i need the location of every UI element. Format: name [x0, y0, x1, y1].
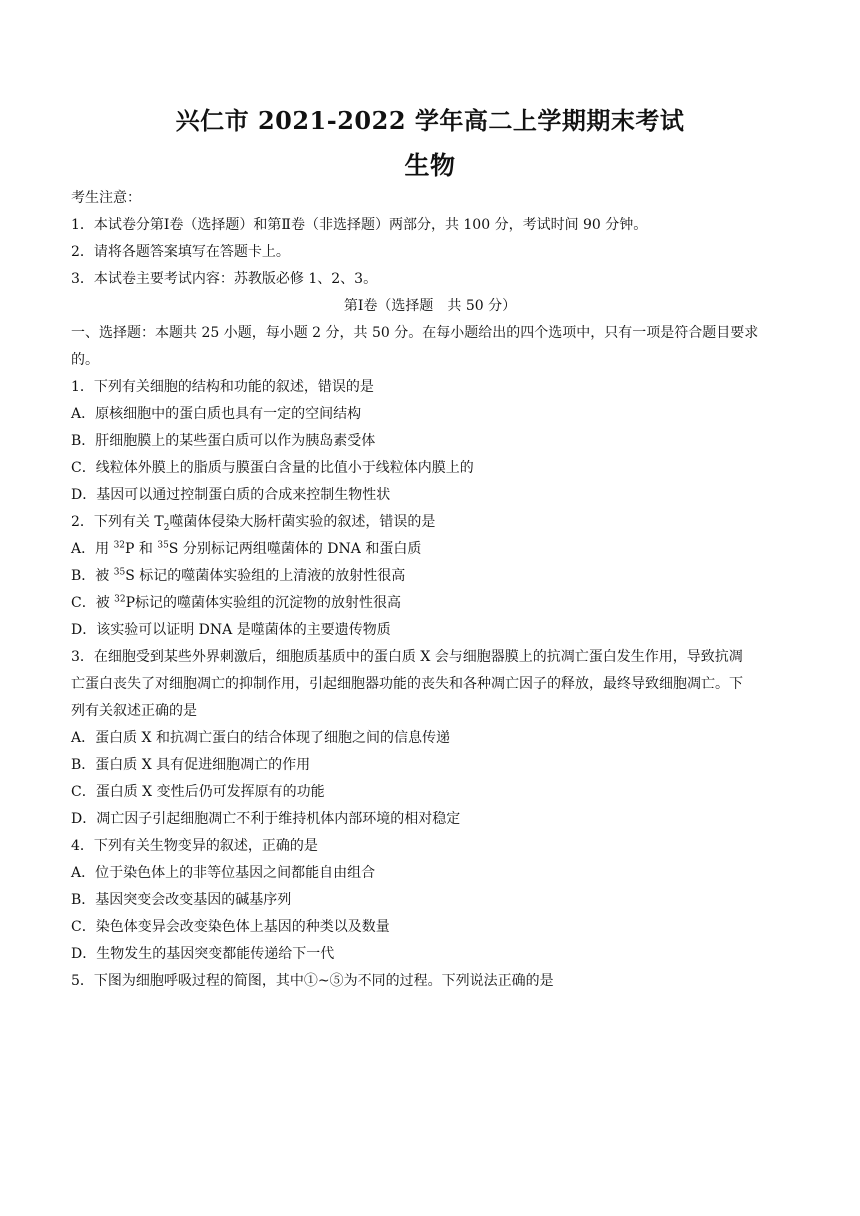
notice-heading: 考生注意：	[71, 190, 141, 206]
q1-option-b: B．肝细胞膜上的某些蛋白质可以作为胰岛素受体	[71, 433, 376, 449]
instructions-line: 的。	[71, 352, 99, 368]
q2-option-c: C．被 $^{32}$P标记的噬菌体实验组的沉淀物的放射性很高	[71, 594, 402, 611]
q4-option-b: B．基因突变会改变基因的碱基序列	[71, 892, 292, 908]
q3-stem-line: 3．在细胞受到某些外界刺激后，细胞质基质中的蛋白质 X 会与细胞器膜上的抗凋亡蛋白发生作用，导致抗凋	[71, 649, 743, 665]
q2-option-b: B．被 $^{35}$S 标记的噬菌体实验组的上清液的放射性很高	[71, 567, 406, 584]
notice-item: 3．本试卷主要考试内容：苏教版必修 1、2、3。	[71, 271, 378, 287]
exam-title: 兴仁市 2021-2022 学年高二上学期期末考试	[175, 106, 685, 135]
q4-option-c: C．染色体变异会改变染色体上基因的种类以及数量	[71, 919, 390, 935]
subject-title: 生物	[404, 151, 456, 180]
q1-stem: 1．下列有关细胞的结构和功能的叙述，错误的是	[71, 379, 374, 395]
q4-stem: 4．下列有关生物变异的叙述，正确的是	[71, 838, 318, 854]
q3-option-c: C．蛋白质 X 变性后仍可发挥原有的功能	[71, 784, 325, 800]
notice-item: 2．请将各题答案填写在答题卡上。	[71, 244, 290, 260]
q3-stem-line: 列有关叙述正确的是	[71, 703, 197, 719]
q2-stem: 2．下列有关 $T_2$噬菌体侵染大肠杆菌实验的叙述，错误的是	[71, 514, 436, 533]
q4-option-a: A．位于染色体上的非等位基因之间都能自由组合	[71, 865, 376, 881]
instructions-line: 一、选择题：本题共 25 小题，每小题 2 分，共 50 分。在每小题给出的四个选项中，只有一项是符合题目要求	[71, 325, 759, 341]
q3-option-b: B．蛋白质 X 具有促进细胞凋亡的作用	[71, 757, 311, 773]
q3-option-a: A．蛋白质 X 和抗凋亡蛋白的结合体现了细胞之间的信息传递	[71, 730, 450, 746]
q1-option-d: D．基因可以通过控制蛋白质的合成来控制生物性状	[71, 487, 391, 503]
q3-stem-line: 亡蛋白丧失了对细胞凋亡的抑制作用，引起细胞器功能的丧失和各种凋亡因子的释放，最终导致细胞凋亡。下	[71, 676, 743, 692]
q5-stem: 5．下图为细胞呼吸过程的简图，其中①~⑤为不同的过程。下列说法正确的是	[71, 973, 554, 989]
q2-option-a: A．用 $^{32}$P 和 $^{35}$S 分别标记两组噬菌体的 DNA 和蛋白质	[71, 540, 422, 557]
q3-option-d: D．凋亡因子引起细胞凋亡不利于维持机体内部环境的相对稳定	[71, 811, 461, 827]
q1-option-c: C．线粒体外膜上的脂质与膜蛋白含量的比值小于线粒体内膜上的	[71, 460, 474, 476]
section-heading: 第Ⅰ卷（选择题 共 50 分）	[343, 298, 517, 314]
notice-item: 1．本试卷分第Ⅰ卷（选择题）和第Ⅱ卷（非选择题）两部分，共 100 分，考试时间 90 分钟。	[71, 217, 648, 233]
q1-option-a: A．原核细胞中的蛋白质也具有一定的空间结构	[71, 406, 362, 422]
q2-option-d: D．该实验可以证明 DNA 是噬菌体的主要遗传物质	[71, 622, 391, 638]
q4-option-d: D．生物发生的基因突变都能传递给下一代	[71, 946, 335, 962]
